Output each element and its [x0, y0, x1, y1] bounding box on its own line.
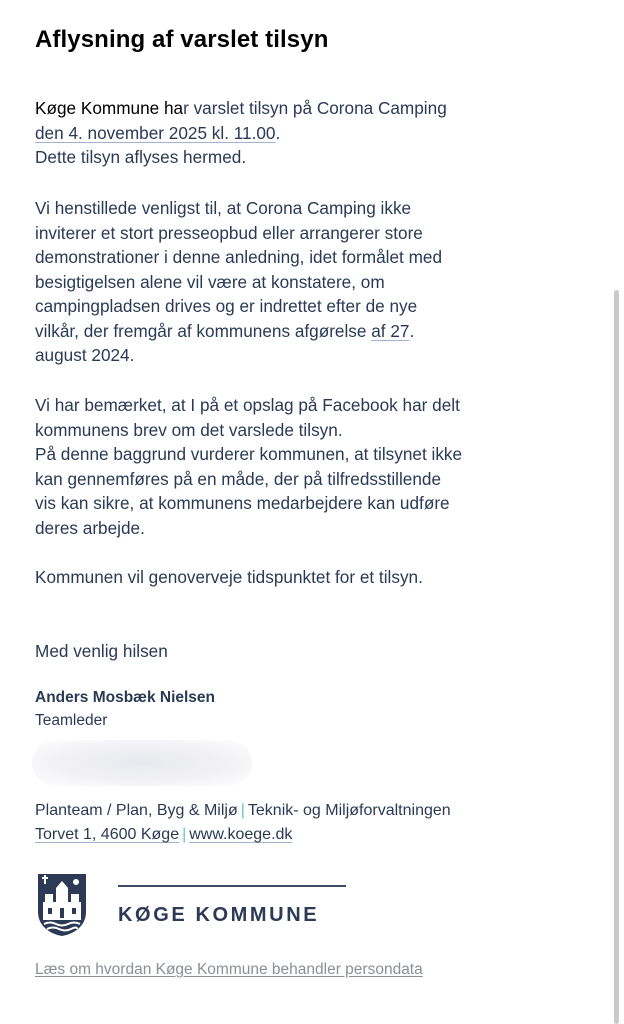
paragraph-facebook: [35, 393, 595, 540]
paragraph-intro: [35, 96, 595, 170]
signature-title: Teamleder: [35, 712, 108, 729]
website-link[interactable]: www.koege.dk: [189, 826, 293, 843]
facebook-line: vis kan sikre, at kommunens medarbejdere kan udføre: [35, 493, 450, 513]
footer-department-line: [35, 802, 451, 820]
address-link[interactable]: Torvet 1, 4600 Køge: [35, 826, 180, 843]
date-link[interactable]: den 4. november 2025 kl. 11.00: [35, 122, 276, 143]
request-line: inviterer et stort presseopbud eller arrangerer store: [35, 222, 423, 243]
request-line: vilkår, der fremgår af kommunens afgørelse: [35, 320, 372, 341]
logo-divider: [118, 885, 346, 887]
facebook-line: kommunens brev om det varslede tilsyn.: [35, 419, 343, 440]
scrollbar[interactable]: [614, 290, 619, 1024]
request-line: demonstrationer i denne anledning, idet formålet med: [35, 247, 443, 267]
redacted-contact: [32, 740, 252, 786]
signature-name: Anders Mosbæk Nielsen: [35, 689, 216, 706]
request-line: august 2024.: [35, 345, 135, 365]
request-line: Vi henstillede venligst til, at Corona Camping ikke: [35, 198, 412, 218]
facebook-line: På denne baggrund vurderer kommunen, at tilsynet ikke: [35, 444, 463, 464]
footer-separator: |: [240, 802, 245, 819]
koege-logo: [36, 872, 346, 942]
email-subject: Aflysning af varslet tilsyn: [35, 26, 329, 53]
privacy-link[interactable]: Læs om hvordan Køge Kommune behandler persondata: [35, 961, 423, 978]
department-name: Planteam / Plan, Byg & Miljø: [35, 802, 238, 819]
footer-separator: |: [182, 826, 187, 843]
sender-name: Køge Kommune ha: [35, 98, 184, 118]
koege-crest-icon: [36, 872, 88, 938]
request-period: .: [409, 320, 415, 341]
facebook-line: deres arbejde.: [35, 517, 145, 538]
paragraph-request: [35, 196, 595, 368]
request-line: campingpladsen drives og er indrettet efter de nye: [35, 296, 418, 316]
decision-date-link[interactable]: af 27: [371, 320, 410, 341]
logo-wordmark: KØGE KOMMUNE: [118, 904, 320, 926]
date-period: .: [275, 122, 281, 143]
closing-greeting: [35, 639, 595, 664]
reconsider-line: Kommunen vil genoverveje tidspunktet for et tilsyn.: [35, 567, 423, 587]
cancel-statement: Dette tilsyn aflyses hermed.: [35, 147, 247, 167]
facebook-line: kan gennemføres på en måde, der på tilfredsstillende: [35, 468, 442, 489]
footer-address-line: [35, 826, 292, 844]
greeting-text: Med venlig hilsen: [35, 641, 168, 661]
request-line: besigtigelsen alene vil være at konstatere, om: [35, 271, 385, 292]
administration-name: Teknik- og Miljøforvaltningen: [247, 802, 451, 819]
paragraph-reconsider: [35, 565, 595, 590]
facebook-line: Vi har bemærket, at I på et opslag på Facebook har delt: [35, 395, 460, 415]
intro-text: r varslet tilsyn på Corona Camping: [183, 98, 447, 118]
